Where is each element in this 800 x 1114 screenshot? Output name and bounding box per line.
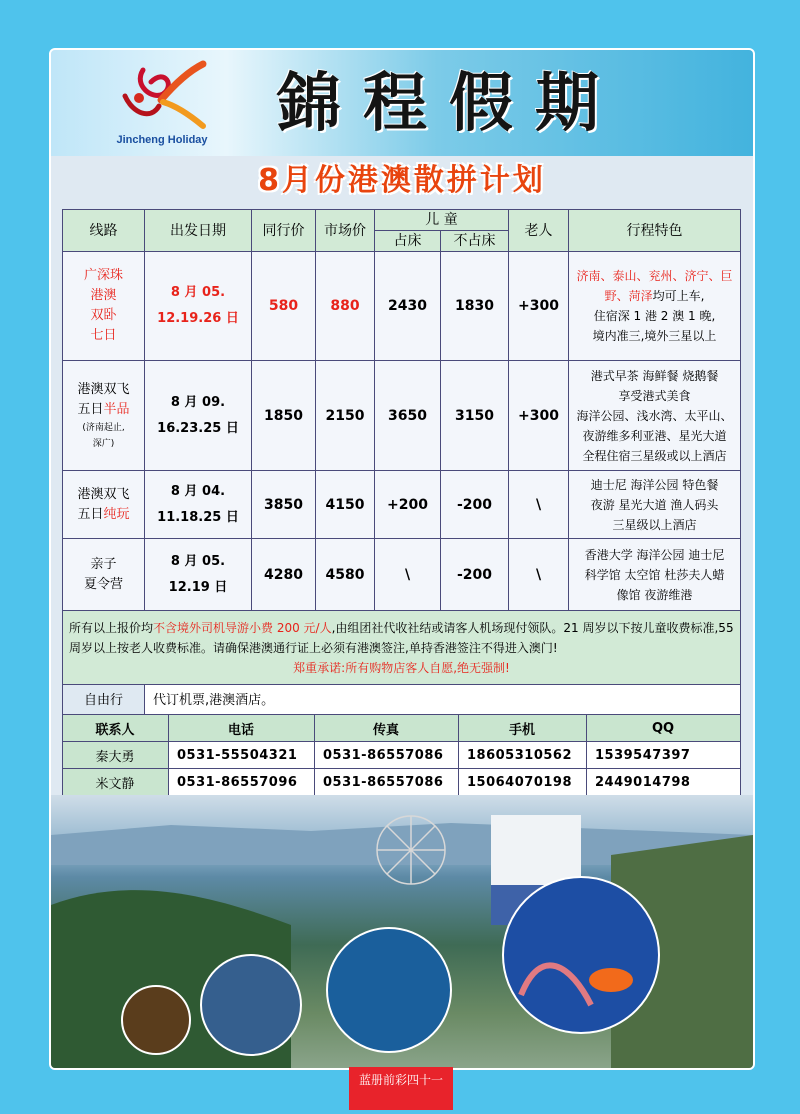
table-row xyxy=(63,361,741,471)
route-line: 港澳双飞 xyxy=(77,486,130,502)
header-peer-price: 同行价 xyxy=(252,210,316,252)
route-cell xyxy=(63,361,145,471)
route-line: 亲子 xyxy=(90,556,117,572)
notes-highlight: 不含境外司机导游小费 200 元/人 xyxy=(153,620,332,635)
contact-phone: 0531-55504321 xyxy=(169,742,315,769)
scenery-photo xyxy=(51,795,753,1068)
contact-qq: 1539547397 xyxy=(587,742,741,769)
senior-price: +300 xyxy=(509,252,569,361)
date-cell xyxy=(145,361,252,471)
brochure-page xyxy=(49,48,755,1070)
contact-header: 联系人 xyxy=(63,715,169,742)
feature-line: 住宿深 1 港 2 澳 1 晚, xyxy=(593,309,716,323)
child-bed-price: \ xyxy=(375,539,441,611)
header-child-nobed: 不占床 xyxy=(441,231,509,252)
notes-cell xyxy=(63,611,741,685)
ferris-wheel-icon xyxy=(377,816,445,884)
promise-text: 郑重承诺:所有购物店客人自愿,绝无强制! xyxy=(293,660,510,675)
features-cell xyxy=(569,539,741,611)
date-cell xyxy=(145,471,252,539)
feature-line: 科学馆 太空馆 杜莎夫人蜡 xyxy=(584,567,725,582)
market-price: 2150 xyxy=(316,361,375,471)
route-line: 五日 xyxy=(77,506,104,522)
date-cell xyxy=(145,539,252,611)
senior-price: +300 xyxy=(509,361,569,471)
route-note: (济南起止, xyxy=(82,422,125,433)
header-banner xyxy=(51,50,753,156)
features-cell xyxy=(569,361,741,471)
notes-row xyxy=(63,611,741,685)
route-line: 双卧 xyxy=(90,308,117,323)
date-line: 8 月 09. xyxy=(170,394,226,410)
header-senior: 老人 xyxy=(509,210,569,252)
date-line: 8 月 05. xyxy=(170,285,226,300)
logo-text: Jincheng Holiday xyxy=(116,134,208,146)
feature-line: 三星级以上酒店 xyxy=(612,517,697,532)
child-bed-price: 3650 xyxy=(375,361,441,471)
contact-mobile: 15064070198 xyxy=(459,769,587,796)
route-cell xyxy=(63,539,145,611)
feature-line: 境内准三,境外三星以上 xyxy=(592,329,717,343)
route-line: 五日 xyxy=(77,401,104,417)
date-line: 16.23.25 日 xyxy=(157,420,239,436)
contact-row xyxy=(63,769,741,796)
hong-kong-scenery-icon xyxy=(51,795,753,1068)
free-travel-text: 代订机票,港澳酒店。 xyxy=(145,685,741,717)
header-market-price: 市场价 xyxy=(316,210,375,252)
header-features: 行程特色 xyxy=(569,210,741,252)
feature-line: 香港大学 海洋公园 迪士尼 xyxy=(584,547,725,562)
market-price: 4580 xyxy=(316,539,375,611)
peer-price: 580 xyxy=(252,252,316,361)
table-row xyxy=(63,539,741,611)
route-line: 港澳 xyxy=(90,288,117,303)
route-note: 深广) xyxy=(92,438,115,449)
brand-title: 錦程假期 xyxy=(277,66,621,141)
contact-mobile: 18605310562 xyxy=(459,742,587,769)
free-travel-row xyxy=(63,685,741,717)
feature-line: 夜游 星光大道 渔人码头 xyxy=(590,497,719,512)
contact-row xyxy=(63,742,741,769)
price-table xyxy=(62,209,741,717)
date-line: 8 月 05. xyxy=(170,553,226,569)
table-row xyxy=(63,252,741,361)
free-travel-label: 自由行 xyxy=(63,685,145,717)
peer-price: 4280 xyxy=(252,539,316,611)
route-cell xyxy=(63,252,145,361)
logo-mark-icon xyxy=(103,56,221,132)
peer-price: 3850 xyxy=(252,471,316,539)
contact-table xyxy=(62,714,741,796)
child-nobed-price: -200 xyxy=(441,471,509,539)
child-bed-price: 2430 xyxy=(375,252,441,361)
feature-line: 海洋公园、浅水湾、太平山、 xyxy=(576,408,733,423)
market-price: 880 xyxy=(316,252,375,361)
feature-cities: 济南、泰山、兖州、济宁、巨野、菏泽 xyxy=(576,269,733,303)
market-price: 4150 xyxy=(316,471,375,539)
child-nobed-price: 3150 xyxy=(441,361,509,471)
header-date: 出发日期 xyxy=(145,210,252,252)
contact-name: 秦大勇 xyxy=(63,742,169,769)
feature-line: 享受港式美食 xyxy=(618,388,691,403)
date-line: 12.19 日 xyxy=(168,579,228,595)
contact-header: QQ xyxy=(587,715,741,742)
page-footer-label: 蓝册前彩四十一 xyxy=(349,1067,453,1110)
date-line: 8 月 04. xyxy=(170,483,226,499)
contact-qq: 2449014798 xyxy=(587,769,741,796)
header-child-bed: 占床 xyxy=(375,231,441,252)
peer-price: 1850 xyxy=(252,361,316,471)
contact-header-row xyxy=(63,715,741,742)
date-line: 11.18.25 日 xyxy=(157,509,239,525)
route-tag: 半品 xyxy=(103,401,130,417)
contact-header: 传真 xyxy=(315,715,459,742)
senior-price: \ xyxy=(509,539,569,611)
child-nobed-price: 1830 xyxy=(441,252,509,361)
logo xyxy=(103,56,221,148)
plan-title: 8月份港澳散拼计划 xyxy=(258,163,546,198)
route-cell xyxy=(63,471,145,539)
route-line: 港澳双飞 xyxy=(77,381,130,397)
contact-fax: 0531-86557086 xyxy=(315,769,459,796)
notes-text: 所有以上报价均 xyxy=(69,620,154,635)
route-tag: 纯玩 xyxy=(103,506,130,522)
route-line: 广深珠 xyxy=(83,268,123,283)
child-bed-price: +200 xyxy=(375,471,441,539)
contact-phone: 0531-86557096 xyxy=(169,769,315,796)
contact-header: 电话 xyxy=(169,715,315,742)
route-line: 七日 xyxy=(90,328,117,343)
route-line: 夏令营 xyxy=(83,576,123,592)
header-child: 儿 童 xyxy=(375,210,509,231)
feature-line: 像馆 夜游维港 xyxy=(616,587,693,602)
feature-text: 均可上车, xyxy=(652,289,705,303)
child-nobed-price: -200 xyxy=(441,539,509,611)
features-cell xyxy=(569,471,741,539)
date-cell xyxy=(145,252,252,361)
contact-name: 米文静 xyxy=(63,769,169,796)
table-row xyxy=(63,471,741,539)
date-line: 12.19.26 日 xyxy=(157,311,239,326)
contact-header: 手机 xyxy=(459,715,587,742)
senior-price: \ xyxy=(509,471,569,539)
features-cell xyxy=(569,252,741,361)
feature-line: 迪士尼 海洋公园 特色餐 xyxy=(590,477,719,492)
header-route: 线路 xyxy=(63,210,145,252)
feature-line: 港式早茶 海鲜餐 烧鹅餐 xyxy=(590,368,719,383)
feature-line: 夜游维多利亚港、星光大道 xyxy=(582,428,727,443)
feature-line: 全程住宿三星级或以上酒店 xyxy=(582,448,727,463)
contact-fax: 0531-86557086 xyxy=(315,742,459,769)
notes-text: ,由组团社代收社结或请客人机场现付领队。21 周岁以下按儿童收费标准,55 周岁以上按老人收费标准。请确保港澳通行证上必须有港澳签注,单持香港签注不得进入澳门! xyxy=(69,620,734,655)
